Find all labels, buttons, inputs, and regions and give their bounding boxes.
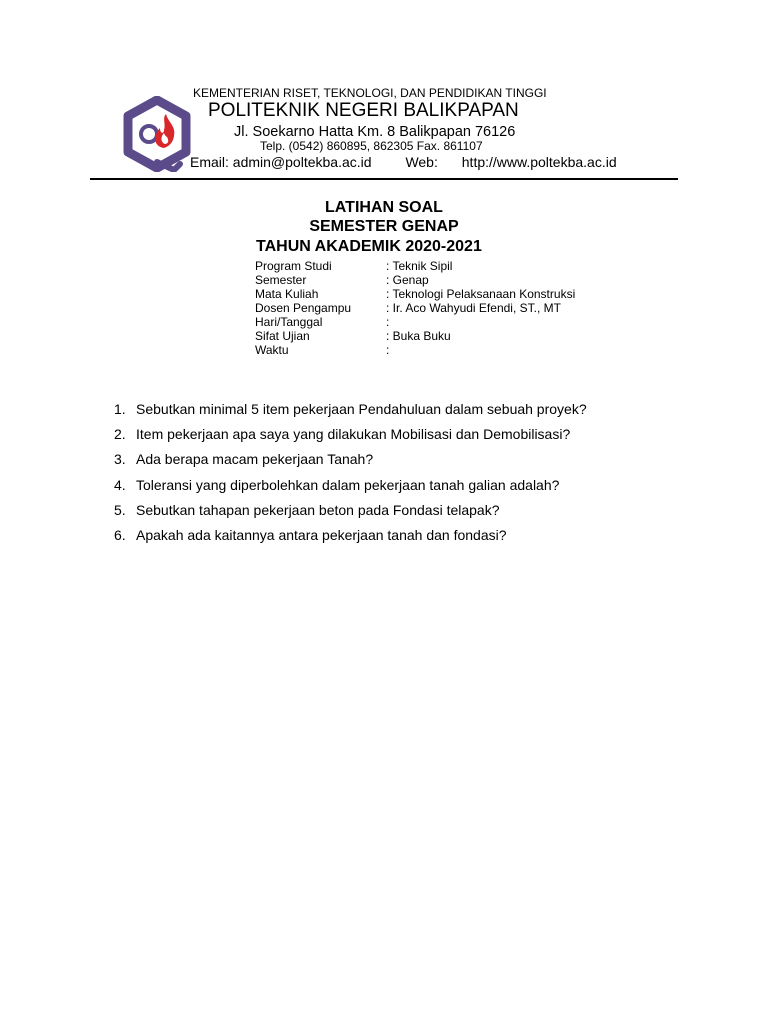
document-subtitle: SEMESTER GENAP	[309, 218, 459, 235]
web-address: http://www.poltekba.ac.id	[461, 154, 617, 170]
list-item	[114, 400, 587, 425]
info-value: : Teknologi Pelaksanaan Konstruksi	[386, 287, 576, 301]
question-number: 4.	[114, 476, 126, 493]
info-value: : Genap	[386, 273, 429, 287]
question-text: Sebutkan tahapan pekerjaan beton pada Fondasi telapak?	[136, 501, 500, 518]
info-label: Sifat Ujian	[255, 329, 310, 343]
institution-name: POLITEKNIK NEGERI BALIKPAPAN	[208, 100, 519, 121]
info-value: : Ir. Aco Wahyudi Efendi, ST., MT	[386, 301, 561, 315]
email-label: Email:	[190, 154, 229, 170]
institution-phone: Telp. (0542) 860895, 862305 Fax. 861107	[260, 139, 483, 153]
info-row	[255, 287, 575, 301]
question-text: Sebutkan minimal 5 item pekerjaan Pendahuluan dalam sebuah proyek?	[136, 401, 587, 417]
info-label: Hari/Tanggal	[255, 315, 323, 329]
question-text: Apakah ada kaitannya antara pekerjaan tanah dan fondasi?	[136, 526, 507, 543]
question-text: Toleransi yang diperbolehkan dalam pekerjaan tanah galian adalah?	[136, 476, 560, 493]
question-list	[114, 400, 587, 551]
info-label: Waktu	[255, 343, 289, 357]
question-number: 1.	[114, 401, 126, 417]
list-item	[114, 501, 587, 526]
question-number: 3.	[114, 451, 126, 468]
list-item	[114, 425, 587, 450]
academic-year: TAHUN AKADEMIK 2020-2021	[256, 238, 482, 255]
web-label: Web:	[405, 154, 438, 170]
info-row	[255, 273, 575, 287]
institution-address: Jl. Soekarno Hatta Km. 8 Balikpapan 76126	[234, 124, 516, 140]
list-item	[114, 476, 587, 501]
contact-row	[190, 155, 617, 169]
info-row	[255, 301, 575, 315]
institution-logo	[122, 96, 192, 172]
info-label: Dosen Pengampu	[255, 301, 352, 315]
info-value: :	[386, 315, 390, 329]
question-text: Item pekerjaan apa saya yang dilakukan Mobilisasi dan Demobilisasi?	[136, 426, 571, 443]
info-row	[255, 259, 575, 273]
list-item	[114, 450, 587, 475]
ministry-name: KEMENTERIAN RISET, TEKNOLOGI, DAN PENDIDIKAN TINGGI	[193, 86, 547, 100]
info-row	[255, 315, 575, 329]
question-text: Ada berapa macam pekerjaan Tanah?	[136, 451, 374, 468]
info-value: : Teknik Sipil	[386, 259, 453, 273]
info-label: Mata Kuliah	[255, 287, 319, 301]
document-title: LATIHAN SOAL	[325, 199, 443, 216]
info-value: : Buka Buku	[386, 329, 451, 343]
info-label: Program Studi	[255, 259, 332, 273]
info-row	[255, 329, 575, 343]
question-number: 5.	[114, 501, 126, 518]
info-row	[255, 343, 575, 357]
exam-info-table	[255, 259, 575, 357]
question-number: 6.	[114, 526, 126, 543]
question-number: 2.	[114, 426, 126, 443]
list-item	[114, 526, 587, 551]
letterhead-divider	[90, 178, 678, 180]
info-value: :	[386, 343, 390, 357]
email-address: admin@poltekba.ac.id	[232, 154, 372, 170]
info-label: Semester	[255, 273, 307, 287]
